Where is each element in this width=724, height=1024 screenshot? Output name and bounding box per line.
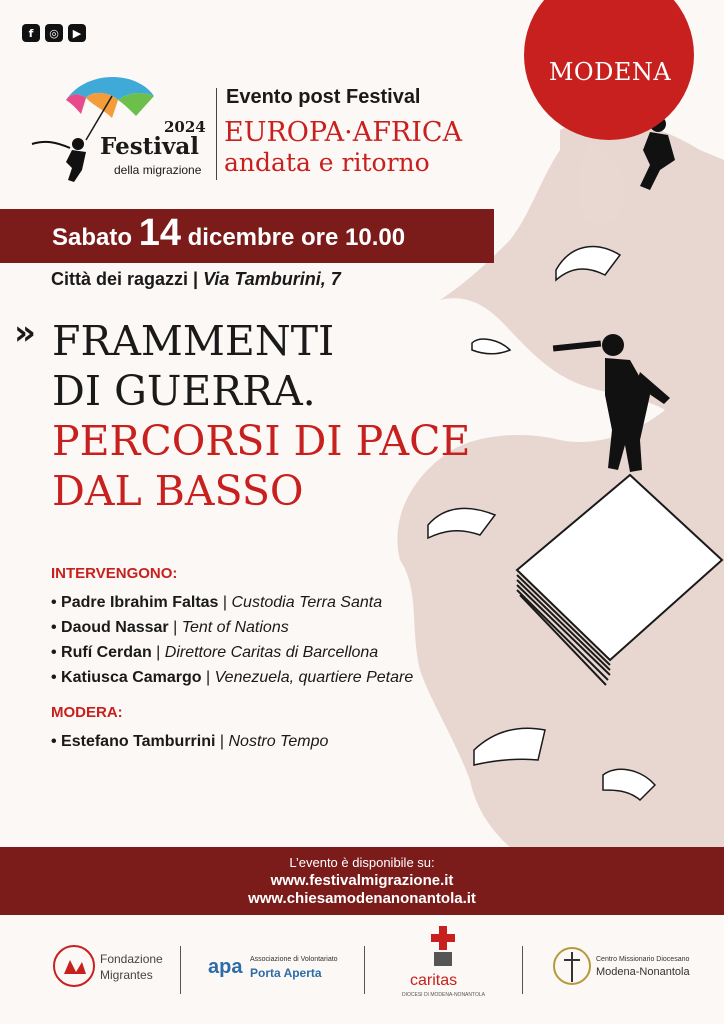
speaker-role: Venezuela, quartiere Petare (214, 669, 414, 686)
social-icons (22, 24, 86, 42)
festival-subtitle: della migrazione (114, 163, 202, 177)
apa-name: Porta Aperta (250, 966, 322, 980)
header-line-1: EUROPA·AFRICA (224, 117, 463, 148)
centro-missionario-logo (552, 930, 712, 1014)
header-line-2: andata e ritorno (224, 148, 430, 177)
apa-mark: apa (208, 956, 243, 978)
caritas-name: caritas (410, 972, 458, 989)
venue-name: Città dei ragazzi | (51, 269, 199, 289)
porta-aperta-logo (206, 930, 356, 1014)
speakers-heading: INTERVENGONO: (51, 565, 178, 582)
title-line-4: DAL BASSO (52, 467, 304, 515)
header-divider (216, 88, 217, 180)
caritas-cross-icon (428, 924, 458, 968)
youtube-icon[interactable]: ▶ (68, 24, 86, 42)
moderator-heading: MODERA: (51, 704, 123, 721)
speaker-name: • Padre Ibrahim Faltas (51, 594, 219, 611)
instagram-icon[interactable]: ◎ (45, 24, 63, 42)
sponsor-divider (180, 946, 181, 994)
speaker-role: Custodia Terra Santa (231, 594, 383, 611)
centro-line-1: Centro Missionario Diocesano (596, 956, 690, 963)
header-eyebrow: Evento post Festival (226, 86, 421, 108)
caritas-logo (400, 930, 490, 1014)
festival-year: 2024 (164, 118, 206, 136)
modena-badge-text: MODENA (548, 58, 672, 86)
speaker-name: • Rufí Cerdan (51, 644, 152, 661)
moderator-role: Nostro Tempo (228, 733, 329, 750)
fondazione-line-2: Migrantes (100, 968, 153, 982)
centro-line-2: Modena-Nonantola (596, 966, 690, 978)
event-date (52, 212, 405, 255)
speaker-role: Direttore Caritas di Barcellona (164, 644, 379, 661)
footer-link-chiesa[interactable]: www.chiesamodenanonantola.it (248, 890, 476, 907)
speaker-row: • Katiusca Camargo | Venezuela, quartiere Petare (51, 669, 414, 686)
event-venue (51, 269, 341, 290)
footer-intro: L’evento è disponibile su: (289, 855, 435, 870)
fondazione-emblem-icon (52, 944, 96, 988)
venue-address: Via Tamburini, 7 (203, 269, 341, 289)
speaker-name: • Katiusca Camargo (51, 669, 202, 686)
speaker-row: • Padre Ibrahim Faltas | Custodia Terra Santa (51, 594, 383, 611)
footer-link-festival[interactable]: www.festivalmigrazione.it (270, 872, 454, 889)
speaker-row: • Rufí Cerdan | Direttore Caritas di Barcellona (51, 644, 379, 661)
title-line-1: FRAMMENTI (52, 317, 335, 365)
facebook-icon[interactable]: f (22, 24, 40, 42)
moderator-name: • Estefano Tamburrini (51, 733, 216, 750)
event-title (52, 316, 470, 516)
festival-name: Festival (100, 133, 200, 160)
speaker-name: • Daoud Nassar (51, 619, 169, 636)
centro-missionario-icon (552, 946, 592, 986)
speaker-row: • Daoud Nassar | Tent of Nations (51, 619, 289, 636)
footer-band (0, 847, 724, 915)
speaker-role: Tent of Nations (181, 619, 289, 636)
date-day-number: 14 (138, 212, 181, 254)
chevron-icon: » (14, 313, 36, 353)
sponsor-divider (522, 946, 523, 994)
sponsor-divider (364, 946, 365, 994)
sponsor-logos (0, 930, 724, 1014)
title-line-2: DI GUERRA. (52, 367, 316, 415)
speakers-section (51, 565, 413, 754)
title-line-3: PERCORSI DI PACE (52, 417, 471, 465)
caritas-sub: DIOCESI DI MODENA-NONANTOLA (402, 992, 485, 998)
fondazione-line-1: Fondazione (100, 952, 163, 966)
apa-small: Associazione di Volontariato (250, 956, 338, 963)
date-rest: dicembre ore 10.00 (187, 224, 406, 251)
date-day-name: Sabato (52, 224, 133, 251)
moderator-row: • Estefano Tamburrini | Nostro Tempo (51, 733, 329, 750)
fondazione-migrantes-logo (50, 930, 170, 1014)
